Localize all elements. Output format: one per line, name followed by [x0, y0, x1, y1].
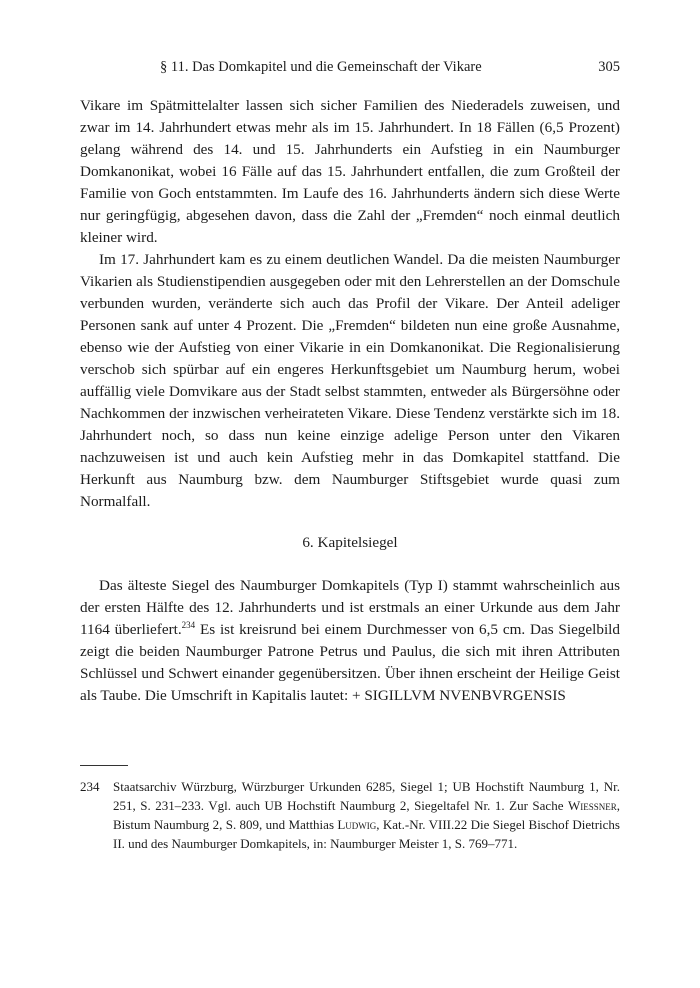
- paragraph: [80, 575, 620, 707]
- paragraph: Im 17. Jahrhundert kam es zu einem deutlichen Wandel. Da die meisten Naumburger Vikarien als Studienstipendien ausgegeben oder mit den Lehrerstellen an der Domschule verbunden wurden, veränderte sich auch das Profil der Vikare. Der Anteil adeliger Personen sank auf unter 4 Prozent. Die „Fremden“ bildeten nun eine große Ausnahme, ebenso wie der Aufstieg von einer Vikarie in ein Domkanonikat. Die Regionalisierung verschob sich spürbar auf ein engeres Herkunftsgebiet um Naumburg herum, wobei auffällig viele Domvikare aus der Stadt selbst stammten, entweder als Bürgersöhne oder Nachkommen der inzwischen verheirateten Vikare. Diese Tendenz verstärkte sich im 18. Jahrhundert noch, so dass nun keine einzige adelige Person unter den Vikaren nachzuweisen ist und auch kein Aufstieg mehr in das Domkapitel stattfand. Die Herkunft aus Naumburg bzw. dem Naumburger Stiftsgebiet wurde quasi zum Normalfall.: [80, 251, 620, 510]
- footnote-number: 234: [80, 779, 100, 794]
- author-name: Wiessner: [567, 798, 617, 813]
- page-number: 305: [598, 59, 620, 75]
- running-head-title: § 11. Das Domkapitel und die Gemeinschaft der Vikare: [160, 59, 482, 75]
- paragraph-text: Es ist kreisrund bei einem Durchmesser von 6,5 cm. Das Siegelbild zeigt die beiden Naumburger Patrone Petrus und Paulus, die sich mit ihren Attributen Schlüssel und Schwert einander gegenübersitzen. Über ihnen erscheint der Heilige Geist als Taube. Die Umschrift in Kapitalis lautet: + SIGILLVM NVENBVRGENSIS: [80, 621, 620, 704]
- author-name: Ludwig: [337, 817, 377, 832]
- body-text: [80, 95, 620, 513]
- section-body-text: [80, 575, 620, 707]
- running-head: [80, 59, 620, 76]
- paragraph: Vikare im Spätmittelalter lassen sich sicher Familien des Niederadels zuweisen, und zwar im 14. Jahrhundert etwas mehr als im 15. Jahrhundert. In 18 Fällen (6,5 Prozent) gelang während des 14. und 15. Jahrhunderts ein Aufstieg in ein Naumburger Domkanonikat, wobei 16 Fälle auf das 15. Jahrhundert entfallen, die zum Großteil der Familie von Goch entstammten. Im Laufe des 16. Jahrhunderts ändern sich diese Werte nur geringfügig, abgesehen davon, dass die Zahl der „Fremden“ noch einmal deutlich kleiner wird.: [80, 97, 620, 246]
- footnote-divider: [80, 765, 128, 766]
- footnote: [80, 777, 620, 853]
- footnote-reference[interactable]: 234: [181, 619, 196, 630]
- section-heading: 6. Kapitelsiegel: [302, 534, 398, 551]
- footnote-text: Staatsarchiv Würzburg, Würzburger Urkunden 6285, Siegel 1; UB Hochstift Naumburg 1, Nr. 251, S. 231–233. Vgl. auch UB Hochstift Naumburg 2, Siegeltafel Nr. 1. Zur Sache Wiessner, Bistum Naumburg 2, S. 809, und Matthias Ludwig, Kat.-Nr. VIII.22 Die Siegel Bischof Dietrichs II. und des Naumburger Domkapitels, in: Naumburger Meister 1, S. 769–771.: [113, 779, 620, 851]
- paragraph-text: Das älteste Siegel des Naumburger Domkapitels (Typ I) stammt wahrscheinlich aus der ersten Hälfte des 12. Jahrhunderts und ist erstmals an einer Urkunde aus dem Jahr 1164 überliefert.: [80, 577, 620, 638]
- footnotes: [80, 777, 620, 853]
